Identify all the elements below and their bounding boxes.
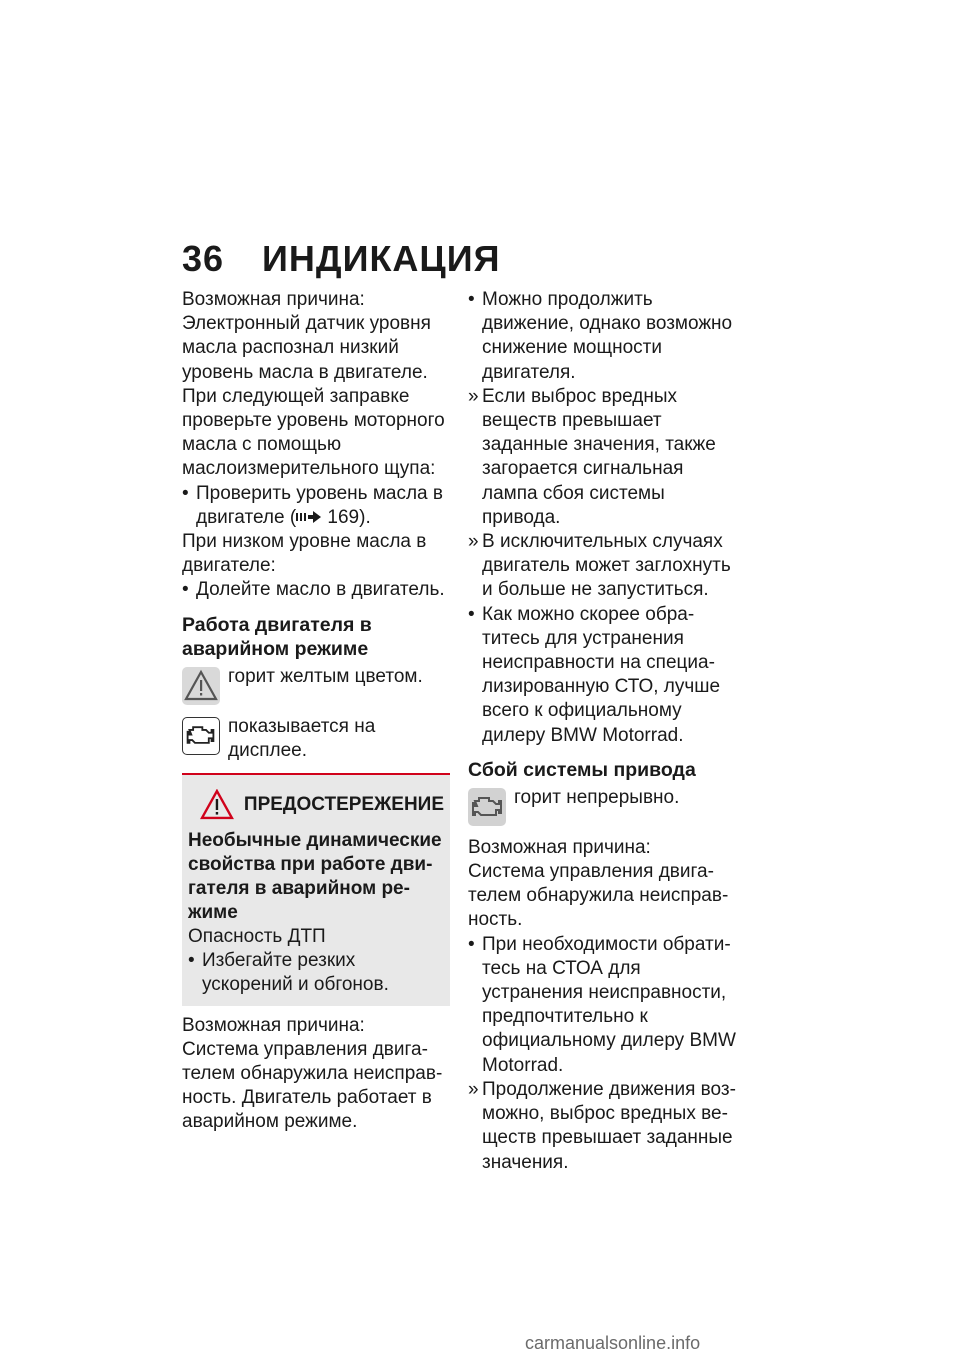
cause-text: Электронный датчик уровня масла распознал низкий уровень масла в двигателе. [182,313,431,383]
page-reference-link[interactable] [296,507,371,528]
list-item [182,578,450,602]
bullet-text: Проверить уровень масла в двигателе ( [196,482,443,528]
indicator-row [468,786,740,826]
warning-box [182,773,450,1006]
section-title: Работа двигателя в аварийном режиме [182,613,372,660]
result-text: В исключительных случаях двигатель может заглохнуть и больше не запуститься. [482,531,731,601]
result-marker: » [468,1078,479,1100]
page-header [182,238,500,280]
warning-title-text: ПРЕДОСТЕРЕЖЕНИЕ [243,793,444,815]
result-item [468,530,740,603]
bullet-text: Как можно скорее обратитесь для устранения неисправности на специализированную СТО, лучше всего к официальному дилеру BMW Motorrad. [482,603,721,746]
cause-text: Система управления двигателем обнаружила неисправность. Двигатель работает в аварийном режиме. [182,1038,443,1133]
bullet-dot: • [182,482,189,504]
list-item [468,933,740,1078]
indicator-text: горит непрерывно. [514,786,680,808]
result-item [468,1078,740,1175]
indicator-text: показывается на дисплее. [228,715,376,761]
bullet-dot: • [182,579,189,601]
list-item [182,482,450,530]
check-text: При следующей заправке проверьте уровень моторного масла с помощью маслоизмерительного щупа: [182,385,445,480]
list-item [468,288,740,385]
bullet-text: Можно продолжить движение, однако возможно снижение мощности двигателя. [482,289,733,383]
result-marker: » [468,385,479,407]
cause-label: Возможная причина: [182,289,365,310]
bullet-text: Избегайте резких ускорений и обгонов. [202,950,389,996]
list-item [468,603,740,748]
indicator-row [182,665,450,705]
warning-triangle-icon [200,789,234,821]
warning-danger: Опасность ДТП [188,926,326,948]
engine-icon [468,788,506,826]
bullet-text: При необходимости обратитесь на СТОА для устранения неисправности, предпочтительно к официальному дилеру BMW Motorrad. [482,933,736,1076]
warning-heading: Необычные динамические свойства при работе двигателя в аварийном режиме [188,830,442,924]
indicator-row [182,715,450,763]
cause-text: Система управления двигателем обнаружила неисправность. [468,861,729,931]
result-item [468,385,740,530]
page-title: ИНДИКАЦИЯ [262,238,501,279]
section-title: Сбой системы привода [468,758,696,781]
page-reference: 169). [327,506,371,528]
arrow-ref-icon [296,510,322,524]
cause-label: Возможная причина: [468,836,651,858]
list-item [188,949,444,997]
right-column [468,288,740,1175]
cause-label: Возможная причина: [182,1014,365,1036]
bullet-text: Долейте масло в двигатель. [196,579,445,601]
bullet-dot: • [468,603,475,625]
result-text: Если выброс вредных веществ превышает заданные значения, также загорается сигнальная лампа сбоя системы привода. [482,385,716,528]
indicator-text: горит желтым цветом. [228,665,423,687]
warning-title [188,789,444,821]
warning-triangle-icon [182,667,220,705]
result-text: Продолжение движения возможно, выброс вредных веществ превышает заданные значения. [482,1078,736,1173]
page-number: 36 [182,238,225,279]
low-oil-text: При низком уровне масла в двигателе: [182,531,427,577]
left-column [182,288,450,1135]
result-marker: » [468,531,479,553]
bullet-dot: • [188,950,195,972]
bullet-dot: • [468,289,475,310]
engine-icon [182,717,220,755]
watermark: carmanualsonline.info [525,1333,701,1353]
bullet-dot: • [468,933,475,955]
